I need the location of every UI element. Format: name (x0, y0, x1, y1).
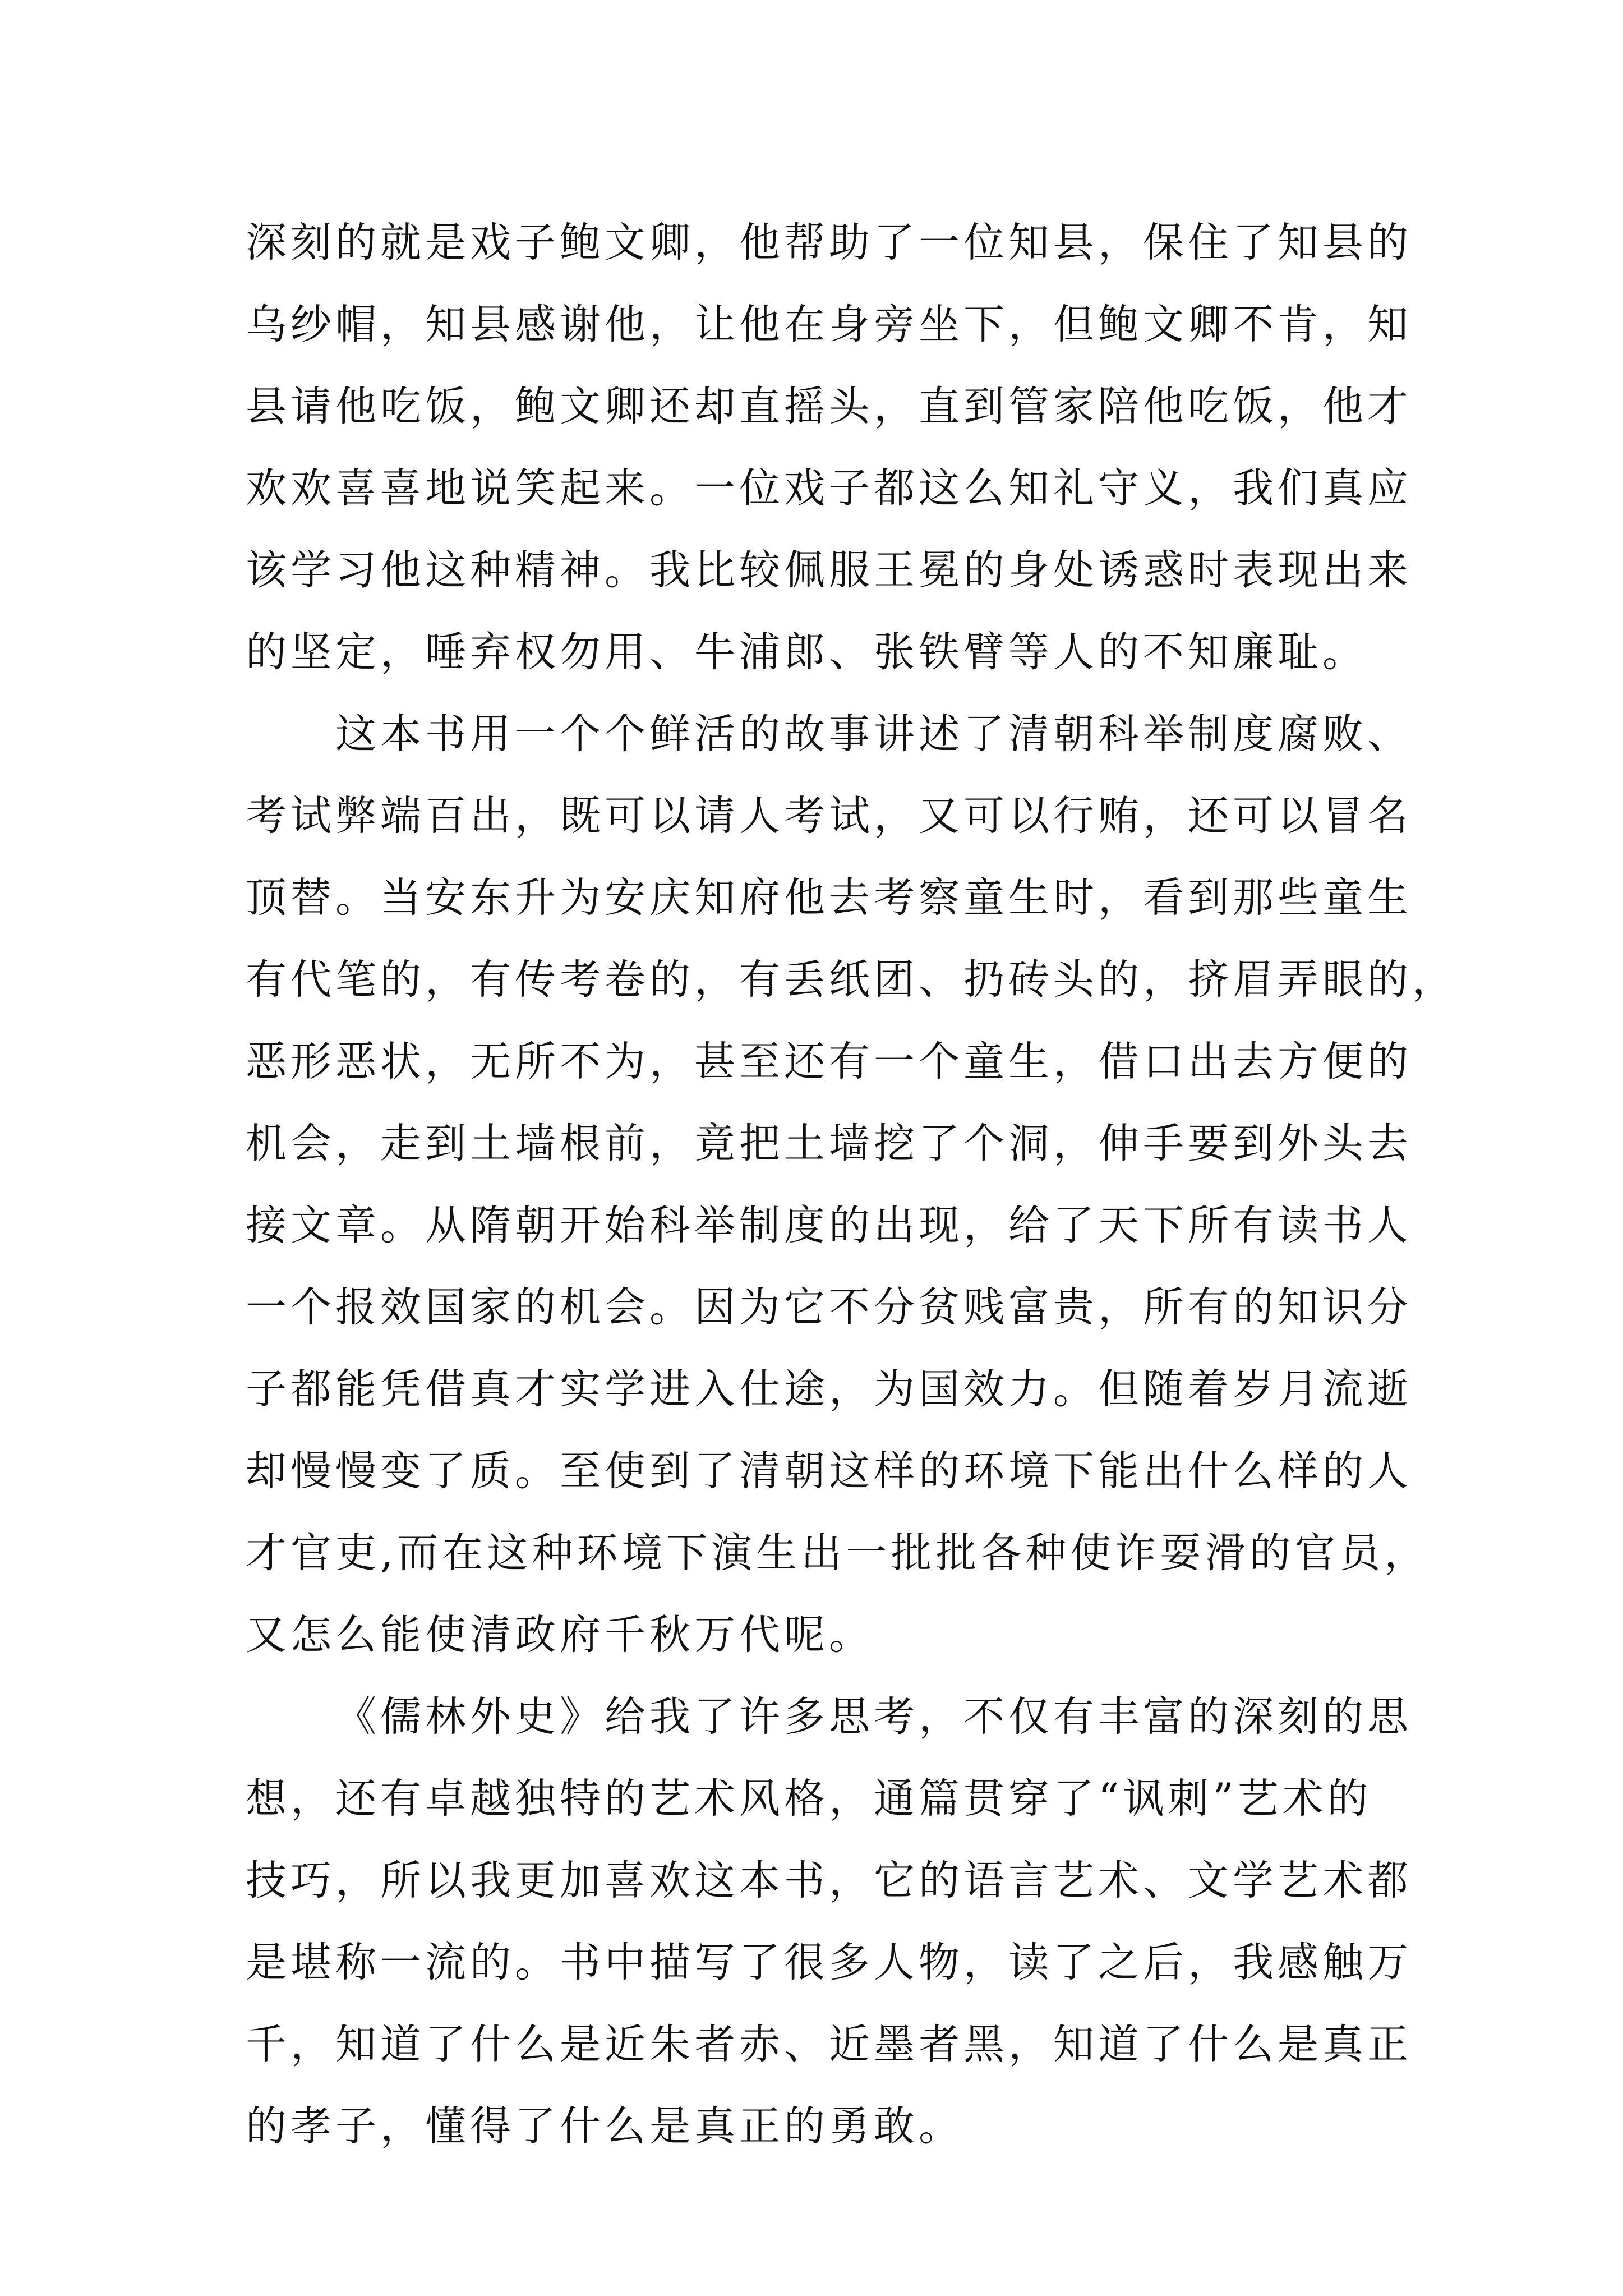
text-line: 县请他吃饭，鲍文卿还却直摇头，直到管家陪他吃饭，他才 (246, 383, 1412, 430)
text-line: 才官吏,而在这种环境下演生出一批批各种使诈耍滑的官员， (246, 1529, 1430, 1577)
text-line: 考试弊端百出，既可以请人考试，又可以行贿，还可以冒名 (246, 792, 1412, 840)
text-line: 《儒林外史》给我了许多思考，不仅有丰富的深刻的思 (335, 1693, 1412, 1741)
text-line: 的孝子，懂得了什么是真正的勇敢。 (246, 2102, 963, 2150)
paragraph-2 (246, 693, 1457, 1676)
text-line: 有代笔的，有传考卷的，有丢纸团、扔砖头的，挤眉弄眼的， (246, 956, 1457, 1004)
text-line: 是堪称一流的。书中描写了很多人物，读了之后，我感触万 (246, 1939, 1412, 1986)
text-line: 又怎么能使清政府千秋万代呢。 (246, 1611, 874, 1659)
text-line: 这本书用一个个鲜活的故事讲述了清朝科举制度腐败、 (335, 710, 1412, 758)
text-line: 欢欢喜喜地说笑起来。一位戏子都这么知礼守义，我们真应 (246, 464, 1412, 512)
text-line: 机会，走到土墙根前，竟把土墙挖了个洞，伸手要到外头去 (246, 1120, 1412, 1167)
text-line: 技巧，所以我更加喜欢这本书，它的语言艺术、文学艺术都 (246, 1857, 1412, 1904)
text-line: 子都能凭借真才实学进入仕途，为国效力。但随着岁月流逝 (246, 1365, 1412, 1413)
text-line: 一个报效国家的机会。因为它不分贫贱富贵，所有的知识分 (246, 1283, 1412, 1331)
text-line: 乌纱帽，知县感谢他，让他在身旁坐下，但鲍文卿不肯，知 (246, 301, 1412, 348)
paragraph-1 (246, 202, 1412, 693)
text-line: 却慢慢变了质。至使到了清朝这样的环境下能出什么样的人 (246, 1447, 1412, 1495)
text-line: 该学习他这种精神。我比较佩服王冕的身处诱惑时表现出来 (246, 546, 1412, 594)
text-line: 千，知道了什么是近朱者赤、近墨者黑，知道了什么是真正 (246, 2021, 1412, 2068)
body-text (246, 202, 1457, 2168)
text-line: 深刻的就是戏子鲍文卿，他帮助了一位知县，保住了知县的 (246, 219, 1412, 266)
text-line: 的坚定，唾弃权勿用、牛浦郎、张铁臂等人的不知廉耻。 (246, 628, 1367, 676)
text-line: 顶替。当安东升为安庆知府他去考察童生时，看到那些童生 (246, 874, 1412, 922)
text-line: 接文章。从隋朝开始科举制度的出现，给了天下所有读书人 (246, 1202, 1412, 1249)
paragraph-3 (246, 1676, 1412, 2168)
text-line: 恶形恶状，无所不为，甚至还有一个童生，借口出去方便的 (246, 1038, 1412, 1085)
text-line: 想，还有卓越独特的艺术风格，通篇贯穿了“讽刺”艺术的 (246, 1775, 1372, 1823)
